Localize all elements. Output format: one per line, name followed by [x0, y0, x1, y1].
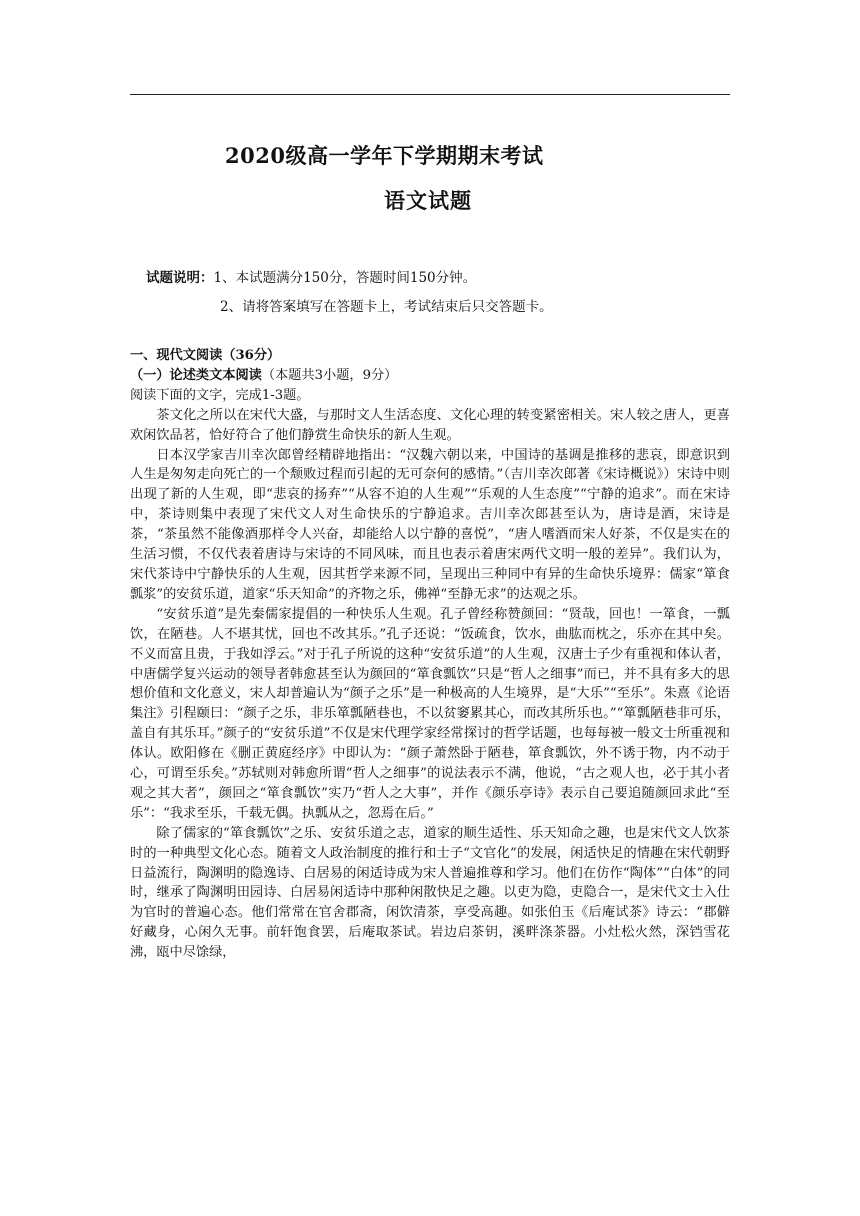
passage-paragraph: 茶文化之所以在宋代大盛，与那时文人生活态度、文化心理的转变紧密相关。宋人较之唐人，更喜欢闲饮品茗，恰好符合了他们静赏生命快乐的新人生观。 [130, 407, 730, 443]
exam-title: 2020级高一学年下学期期末考试 [225, 143, 544, 168]
sub-section-heading [130, 366, 730, 386]
passage-paragraph: 除了儒家的“箪食瓢饮”之乐、安贫乐道之志，道家的顺生适性、乐天知命之趣，也是宋代文人饮茶时的一种典型文化心态。随着文人政治制度的推行和士子“文官化”的发展，闲适快足的情趣在宋代朝野日益流行，陶渊明的隐逸诗、白居易的闲适诗成为宋人普遍推尊和学习。他们在仿作“陶体”“白体”的同时，继承了陶渊明田园诗、白居易闲适诗中那种闲散快足之趣。以吏为隐，吏隐合一，是宋代文士入仕为官时的普遍心态。他们常常在官舍郡斋，闲饮清茶，享受高趣。如张伯玉《后庵试茶》诗云：“郡僻好藏身，心闲久无事。前轩饱食罢，后庵取茶试。岩边启茶钥，溪畔涤茶器。小灶松火然，深铛雪花沸，瓯中尽馀绿， [130, 825, 730, 961]
instructions-label: 试题说明： [146, 270, 214, 286]
reading-section [130, 346, 730, 963]
sub-heading-title: （一）论述类文本阅读 [130, 367, 262, 383]
section-heading: 一、现代文阅读（36分） [130, 348, 281, 363]
sub-heading-note: （本题共3小题，9分） [261, 367, 398, 383]
passage-paragraph: “安贫乐道”是先秦儒家提倡的一种快乐人生观。孔子曾经称赞颜回：“贤哉，回也！一箪食，一瓢饮，在陋巷。人不堪其忧，回也不改其乐。”孔子还说：“饭疏食，饮水，曲肱而枕之，乐亦在其中矣。不义而富且贵，于我如浮云。”对于孔子所说的这种“安贫乐道”的人生观，汉唐士子少有重视和体认者，中唐儒学复兴运动的领导者韩愈甚至认为颜回的“箪食瓢饮”只是“哲人之细事”而已，并不具有多大的思想价值和文化意义，宋人却普遍认为“颜子之乐”是一种极高的人生境界，是“大乐”“至乐”。朱熹《论语集注》引程颐曰：“颜子之乐，非乐箪瓢陋巷也，不以贫窭累其心，而改其所乐也。”“箪瓢陋巷非可乐，盖自有其乐耳。”颜子的“安贫乐道”不仅是宋代理学家经常探讨的哲学话题，也每每被一般文士所重视和体认。欧阳修在《删正黄庭经序》中即认为：“颜子萧然卧于陋巷，箪食瓢饮，外不诱于物，内不动于心，可谓至乐矣。”苏轼则对韩愈所谓“哲人之细事”的说法表示不满，他说，“古之观人也，必于其小者观之其大者”，颜回之“箪食瓢饮”实乃“哲人之大事”，并作《颜乐亭诗》表示自己要追随颜回求此“至乐”：“我求至乐，千载无偶。执瓢从之，忽焉在后。” [130, 606, 730, 821]
exam-subtitle: 语文试题 [384, 188, 472, 213]
instructions-item-2: 2、请将答案填写在答题卡上，考试结束后只交答题卡。 [220, 299, 553, 315]
reading-prompt: 阅读下面的文字，完成1-3题。 [130, 387, 310, 403]
header-rule [130, 94, 730, 95]
instructions-item-1: 1、本试题满分150分，答题时间150分钟。 [213, 270, 477, 286]
instructions-line-1 [146, 266, 476, 286]
passage-paragraph: 日本汉学家吉川幸次郎曾经精辟地指出：“汉魏六朝以来，中国诗的基调是推移的悲哀，即意识到人生是匆匆走向死亡的一个颓败过程而引起的无可奈何的感情。”（吉川幸次郎著《宋诗概说》）宋诗中则出现了新的人生观，即“悲哀的扬弃”“从容不迫的人生观”“乐观的人生态度”“宁静的追求”。而在宋诗中，茶诗则集中表现了宋代文人对生命快乐的宁静追求。吉川幸次郎甚至认为，唐诗是酒，宋诗是茶，“茶虽然不能像酒那样令人兴奋，却能给人以宁静的喜悦”，“唐人嗜酒而宋人好茶，不仅是实在的生活习惯，不仅代表着唐诗与宋诗的不同风味，而且也表示着唐宋两代文明一般的差异”。我们认为，宋代茶诗中宁静快乐的人生观，因其哲学来源不同，呈现出三种同中有异的生命快乐境界：儒家“箪食瓢浆”的安贫乐道，道家“乐天知命”的齐物之乐，佛禅“至静无求”的达观之乐。 [130, 447, 730, 602]
